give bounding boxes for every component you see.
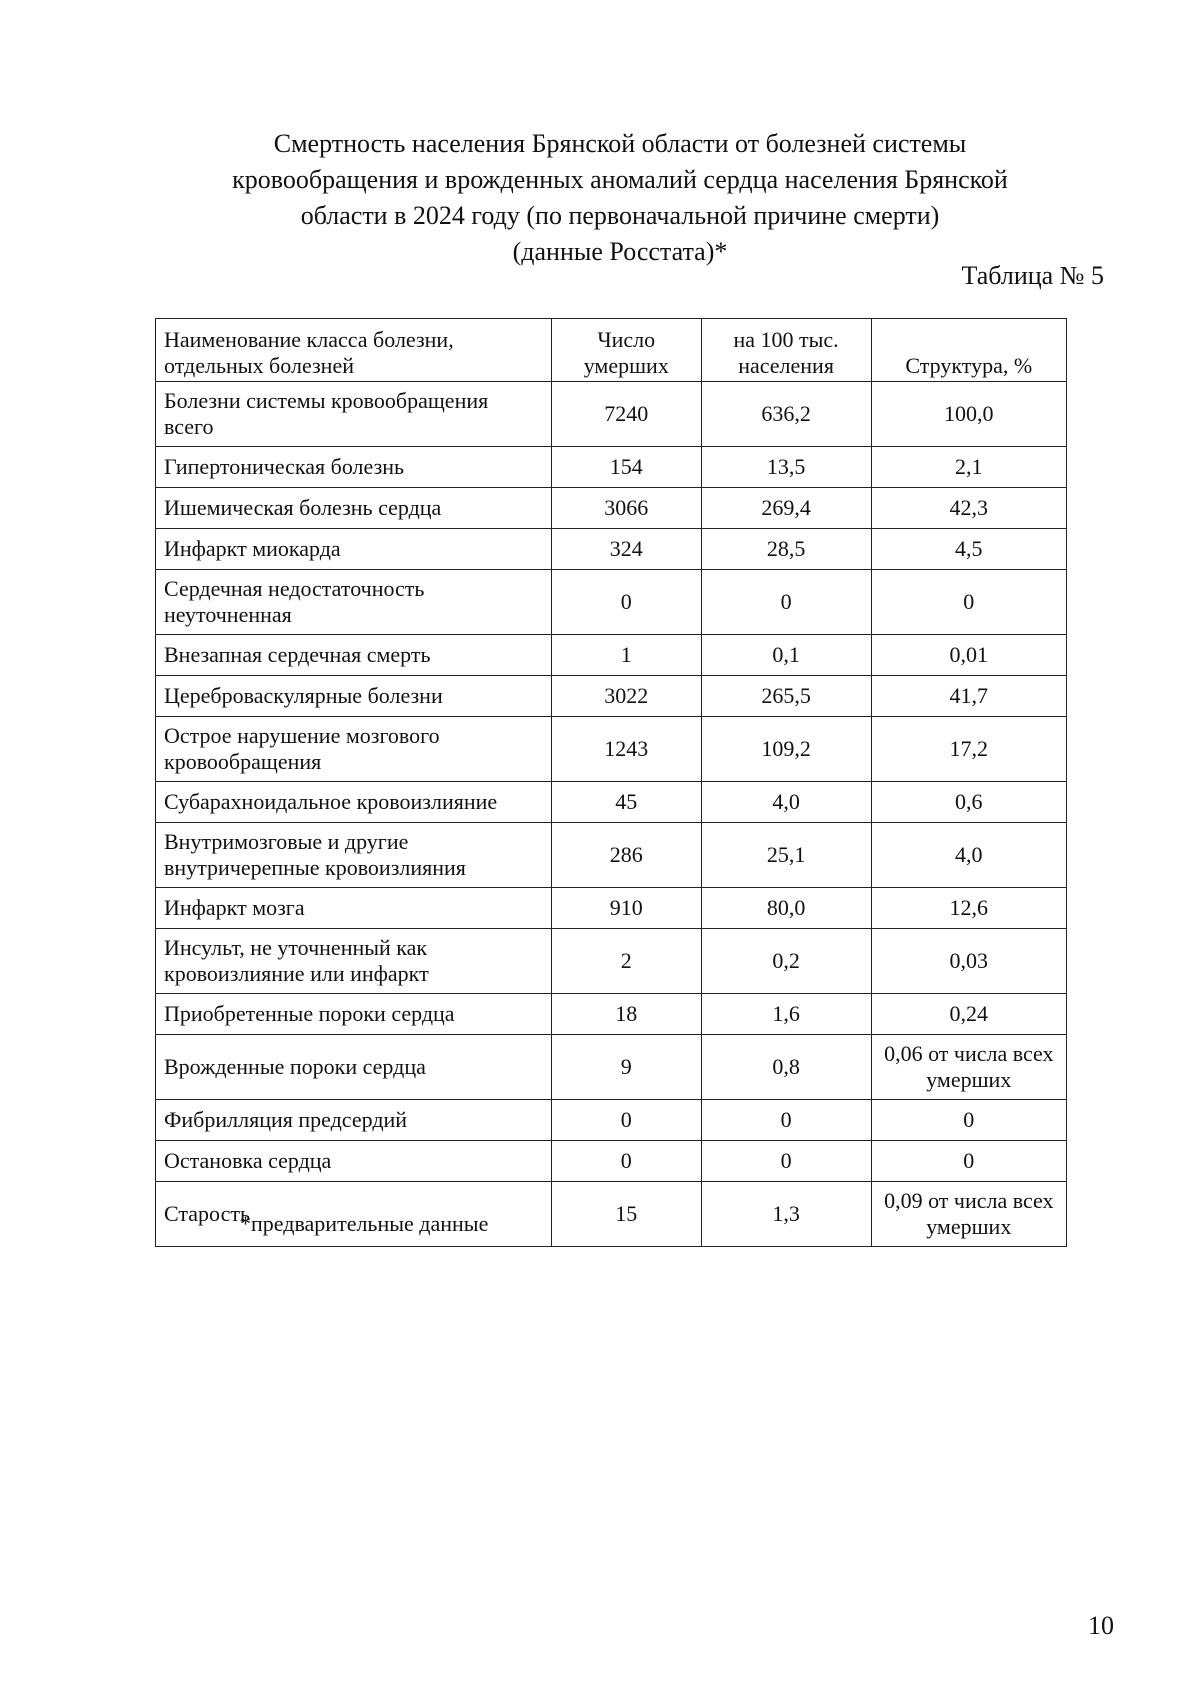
row-name: Острое нарушение мозгового кровообращения [156,717,552,782]
row-rate: 269,4 [701,488,871,529]
row-deaths: 286 [551,823,701,888]
row-name: Приобретенные пороки сердца [156,994,552,1035]
row-deaths: 15 [551,1182,701,1247]
row-deaths: 45 [551,782,701,823]
table-row [156,929,1067,994]
table-number: Таблица № 5 [961,261,1104,290]
row-name: Ишемическая болезнь сердца [156,488,552,529]
row-structure: 0 [871,1100,1066,1141]
row-deaths: 9 [551,1035,701,1100]
title-line-1: Смертность населения Брянской области от болезней системы [273,129,967,158]
row-rate: 265,5 [701,676,871,717]
row-deaths: 3022 [551,676,701,717]
row-deaths: 324 [551,529,701,570]
row-name: Болезни системы кровообращения всего [156,382,552,447]
table-row [156,717,1067,782]
row-deaths: 18 [551,994,701,1035]
row-rate: 1,6 [701,994,871,1035]
row-rate: 28,5 [701,529,871,570]
row-name: Инфаркт миокарда [156,529,552,570]
row-structure: 0,6 [871,782,1066,823]
title-line-2: кровообращения и врожденных аномалий сердца населения Брянской [232,165,1008,194]
table-row [156,1035,1067,1100]
row-name: Врожденные пороки сердца [156,1035,552,1100]
row-rate: 0 [701,1100,871,1141]
row-rate: 0,1 [701,635,871,676]
table-row [156,570,1067,635]
table-row [156,1141,1067,1182]
row-name: Сердечная недостаточность неуточненная [156,570,552,635]
table-row [156,529,1067,570]
title-line-3: области в 2024 году (по первоначальной причине смерти) [300,201,940,230]
row-rate: 0 [701,570,871,635]
row-name: Инфаркт мозга [156,888,552,929]
table-row [156,823,1067,888]
row-deaths: 0 [551,1100,701,1141]
row-name: Старость [156,1182,552,1247]
row-structure: 0 [871,570,1066,635]
table-row [156,635,1067,676]
page-number: 10 [1088,1611,1114,1640]
table-row [156,676,1067,717]
row-deaths: 1 [551,635,701,676]
row-structure: 41,7 [871,676,1066,717]
table-row [156,888,1067,929]
row-structure: 17,2 [871,717,1066,782]
row-rate: 25,1 [701,823,871,888]
row-deaths: 0 [551,1141,701,1182]
row-name: Фибрилляция предсердий [156,1100,552,1141]
header-disease-name: Наименование класса болезни, отдельных болезней [156,319,552,382]
table-row [156,1100,1067,1141]
row-deaths: 2 [551,929,701,994]
document-title [180,126,1060,270]
row-rate: 1,3 [701,1182,871,1247]
row-deaths: 1243 [551,717,701,782]
row-name: Остановка сердца [156,1141,552,1182]
footnote: *предварительные данные [240,1211,489,1236]
row-structure: 0,24 [871,994,1066,1035]
header-structure: Структура, % [871,319,1066,382]
row-name: Внезапная сердечная смерть [156,635,552,676]
table-row [156,994,1067,1035]
row-name: Внутримозговые и другие внутричерепные кровоизлияния [156,823,552,888]
row-name: Инсульт, не уточненный как кровоизлияние или инфаркт [156,929,552,994]
row-rate: 0,8 [701,1035,871,1100]
row-rate: 0,2 [701,929,871,994]
row-deaths: 154 [551,447,701,488]
row-structure: 0 [871,1141,1066,1182]
row-deaths: 3066 [551,488,701,529]
table-row [156,447,1067,488]
table-row [156,488,1067,529]
row-structure: 0,01 [871,635,1066,676]
row-rate: 0 [701,1141,871,1182]
mortality-table [155,318,1067,1247]
row-structure: 0,09 от числа всех умерших [871,1182,1066,1247]
row-structure: 100,0 [871,382,1066,447]
row-structure: 12,6 [871,888,1066,929]
header-deaths: Число умерших [551,319,701,382]
row-structure: 2,1 [871,447,1066,488]
table-row [156,782,1067,823]
row-name: Гипертоническая болезнь [156,447,552,488]
row-structure: 42,3 [871,488,1066,529]
row-rate: 80,0 [701,888,871,929]
row-structure: 4,5 [871,529,1066,570]
row-deaths: 0 [551,570,701,635]
header-rate: на 100 тыс. населения [701,319,871,382]
row-rate: 4,0 [701,782,871,823]
title-line-4: (данные Росстата)* [512,237,728,266]
row-rate: 109,2 [701,717,871,782]
row-structure: 0,03 [871,929,1066,994]
row-name: Цереброваскулярные болезни [156,676,552,717]
row-deaths: 910 [551,888,701,929]
row-rate: 636,2 [701,382,871,447]
table-header-row [156,319,1067,382]
row-name: Субарахноидальное кровоизлияние [156,782,552,823]
row-structure: 4,0 [871,823,1066,888]
row-deaths: 7240 [551,382,701,447]
row-rate: 13,5 [701,447,871,488]
table-row [156,382,1067,447]
row-structure: 0,06 от числа всех умерших [871,1035,1066,1100]
